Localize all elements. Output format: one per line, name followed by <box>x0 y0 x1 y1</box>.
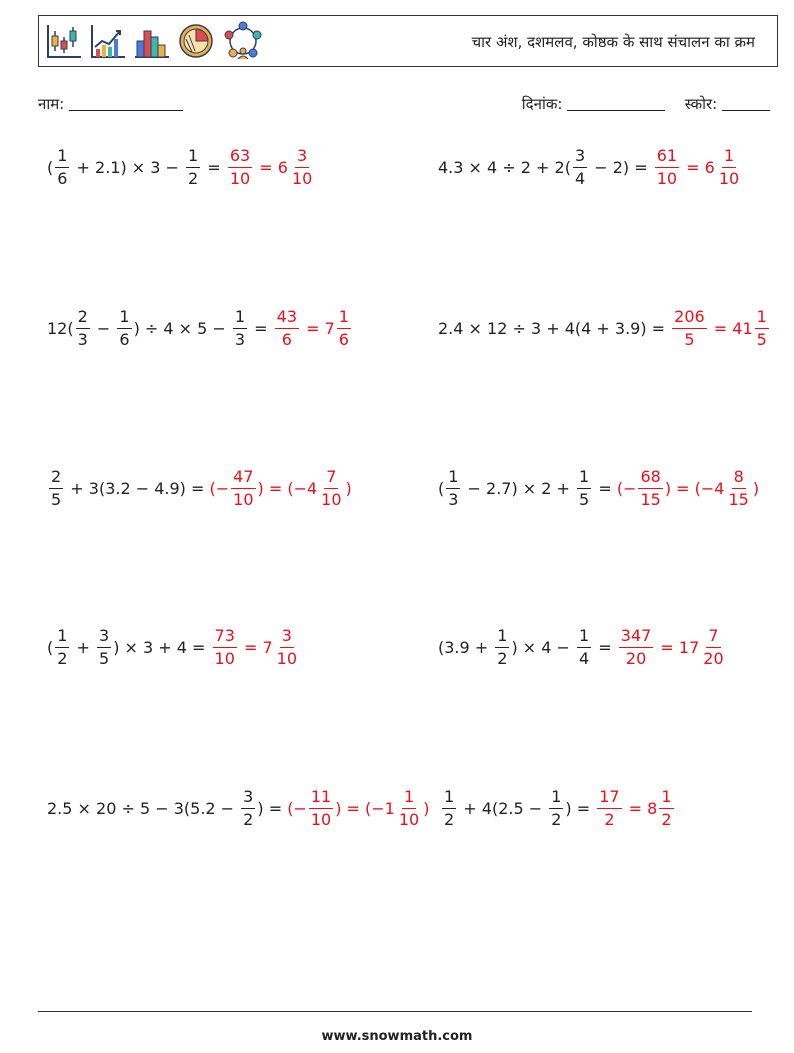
expression-text: ) ÷ 4 × 5 − <box>133 319 231 338</box>
fraction-denominator: 10 <box>276 649 298 668</box>
answer <box>273 309 353 348</box>
expression-text: − <box>91 319 116 338</box>
fraction-denominator: 5 <box>684 330 695 349</box>
fraction-numerator: 1 <box>337 309 351 329</box>
expression-text: ) <box>752 479 760 498</box>
fraction <box>275 628 299 667</box>
fraction <box>319 469 343 508</box>
fraction-numerator: 73 <box>213 628 237 648</box>
fraction-numerator: 1 <box>117 309 131 329</box>
fraction <box>49 469 63 508</box>
expression-text: ) <box>565 799 572 818</box>
fraction-numerator: 3 <box>280 628 294 648</box>
name-field <box>38 94 183 114</box>
fraction-numerator: 1 <box>442 789 456 809</box>
fraction <box>495 628 509 667</box>
fraction-numerator: 3 <box>295 148 309 168</box>
answer <box>653 148 743 187</box>
fraction-numerator: 63 <box>228 148 252 168</box>
expression-text: + 2.1) × 3 − <box>71 158 185 177</box>
fraction-denominator: 6 <box>338 330 349 349</box>
equals-sign: = <box>593 638 617 657</box>
fraction-denominator: 3 <box>448 490 459 509</box>
fraction <box>442 789 456 828</box>
expression-text: ) × 3 + 4 <box>113 638 187 657</box>
problem-8 <box>438 628 728 667</box>
fraction-numerator: 1 <box>659 789 673 809</box>
expression-text: ( <box>47 638 54 657</box>
expression-text: + <box>71 638 96 657</box>
expression-text: 12( <box>47 319 74 338</box>
question <box>47 789 264 828</box>
fraction-numerator: 1 <box>233 309 247 329</box>
fraction <box>717 148 741 187</box>
footer-website: www.snowmath.com <box>321 1029 473 1044</box>
expression-text: ) = (−1 <box>335 799 395 818</box>
fraction <box>549 789 563 828</box>
fraction-numerator: 206 <box>672 309 707 329</box>
fraction <box>577 628 591 667</box>
fraction <box>186 148 200 187</box>
fraction-numerator: 61 <box>655 148 679 168</box>
expression-text: = 7 <box>238 638 273 657</box>
problem-7 <box>47 628 301 667</box>
fraction <box>76 309 90 348</box>
expression-text: ) = (−4 <box>257 479 318 498</box>
question <box>438 628 593 667</box>
fraction <box>726 469 750 508</box>
fraction <box>397 789 421 828</box>
worksheet-title: चार अंश, दशमलव, कोष्ठक के साथ संचालन का क्रम <box>471 33 755 51</box>
fraction-numerator: 7 <box>324 469 338 489</box>
problem-3 <box>47 309 353 348</box>
fraction <box>638 469 662 508</box>
fraction-denominator: 2 <box>57 649 68 668</box>
line-chart-icon <box>89 21 127 61</box>
problem-9 <box>47 789 429 828</box>
fraction-denominator: 5 <box>756 330 767 349</box>
fraction <box>619 628 654 667</box>
fraction-numerator: 1 <box>446 469 460 489</box>
answer <box>595 789 675 828</box>
fraction <box>659 789 673 828</box>
expression-text: (3.9 + <box>438 638 494 657</box>
expression-text: (− <box>287 799 307 818</box>
fraction-denominator: 2 <box>188 169 199 188</box>
expression-text: (− <box>209 479 230 498</box>
fraction <box>597 789 621 828</box>
fraction-denominator: 15 <box>728 490 749 509</box>
problem-4 <box>438 309 771 348</box>
answer <box>670 309 771 348</box>
fraction <box>213 628 237 667</box>
fraction-denominator: 4 <box>574 169 586 188</box>
fraction-denominator: 10 <box>398 810 420 829</box>
fraction-denominator: 20 <box>703 649 724 668</box>
candlestick-chart-icon <box>45 21 83 61</box>
expression-text: ) <box>257 799 264 818</box>
fraction-numerator: 2 <box>76 309 90 329</box>
fraction <box>701 628 725 667</box>
fraction <box>290 148 314 187</box>
fraction <box>275 309 299 348</box>
fraction-numerator: 3 <box>241 789 255 809</box>
fraction-numerator: 3 <box>97 628 111 648</box>
fraction-denominator: 5 <box>579 490 590 509</box>
fraction-numerator: 1 <box>549 789 563 809</box>
equals-sign: = <box>593 479 617 498</box>
date-label: दिनांक: <box>521 95 563 113</box>
answer <box>617 469 759 508</box>
expression-text: = 7 <box>301 319 335 338</box>
expression-text: = 41 <box>708 319 753 338</box>
answer <box>617 628 728 667</box>
fraction-denominator: 6 <box>281 330 292 349</box>
fraction-denominator: 10 <box>229 169 251 188</box>
fraction <box>446 469 460 508</box>
equals-sign: = <box>646 319 671 338</box>
fraction-denominator: 10 <box>233 490 254 509</box>
fraction-numerator: 1 <box>186 148 200 168</box>
expression-text: + 4(2.5 − <box>458 799 548 818</box>
fraction-numerator: 1 <box>402 789 416 809</box>
answer <box>226 148 316 187</box>
expression-text: = 17 <box>655 638 700 657</box>
fraction-numerator: 1 <box>577 469 591 489</box>
fraction-denominator: 4 <box>579 649 590 668</box>
fraction-numerator: 17 <box>597 789 621 809</box>
answer <box>209 469 351 508</box>
fraction-denominator: 6 <box>119 330 130 349</box>
expression-text: ) = (−4 <box>664 479 725 498</box>
expression-text: ) <box>345 479 352 498</box>
fraction-denominator: 10 <box>310 810 332 829</box>
question <box>440 789 572 828</box>
fraction-denominator: 3 <box>77 330 88 349</box>
fraction-denominator: 5 <box>99 649 110 668</box>
fraction-denominator: 5 <box>51 490 62 509</box>
score-label: स्कोर: <box>684 95 718 113</box>
fraction <box>337 309 351 348</box>
question <box>47 628 187 667</box>
fraction-denominator: 10 <box>291 169 313 188</box>
expression-text: 4.3 × 4 ÷ 2 + 2( <box>438 158 571 177</box>
question <box>47 148 202 187</box>
question <box>47 469 186 508</box>
fraction-denominator: 10 <box>321 490 342 509</box>
fraction-denominator: 10 <box>718 169 740 188</box>
question <box>438 148 629 187</box>
fraction-denominator: 2 <box>551 810 562 829</box>
expression-text: − 2.7) × 2 + <box>462 479 576 498</box>
equals-sign: = <box>629 158 653 177</box>
bar-chart-icon <box>133 21 171 61</box>
equals-sign: = <box>186 638 211 657</box>
fraction <box>755 309 769 348</box>
fraction-denominator: 2 <box>243 810 254 829</box>
fraction <box>97 628 111 667</box>
fraction-numerator: 43 <box>275 309 299 329</box>
fraction <box>228 148 252 187</box>
question <box>438 469 593 508</box>
problem-1 <box>47 148 316 187</box>
fraction-numerator: 1 <box>755 309 769 329</box>
expression-text: (− <box>616 479 637 498</box>
fraction <box>577 469 591 508</box>
score-blank[interactable] <box>722 96 770 111</box>
equals-sign: = <box>185 479 210 498</box>
fraction-denominator: 2 <box>604 810 615 829</box>
worksheet-header <box>38 15 778 67</box>
fraction <box>672 309 707 348</box>
fraction-numerator: 1 <box>55 148 69 168</box>
fraction-denominator: 6 <box>57 169 68 188</box>
answer <box>211 628 301 667</box>
fraction-numerator: 1 <box>55 628 69 648</box>
expression-text: ) <box>423 799 430 818</box>
question <box>438 319 647 338</box>
fraction <box>241 789 255 828</box>
fraction <box>309 789 333 828</box>
fraction-numerator: 7 <box>706 628 720 648</box>
expression-text: = 6 <box>254 158 288 177</box>
fraction-numerator: 1 <box>577 628 591 648</box>
fraction-numerator: 8 <box>732 469 746 489</box>
footer-divider <box>38 1011 752 1012</box>
fraction-denominator: 10 <box>214 649 235 668</box>
expression-text: ( <box>438 479 445 498</box>
expression-text: 2.5 × 20 ÷ 5 − 3(5.2 − <box>47 799 240 818</box>
fraction-denominator: 10 <box>656 169 678 188</box>
expression-text: 2.4 × 12 ÷ 3 + 4(4 + 3.9) <box>438 319 647 338</box>
expression-text: = 6 <box>681 158 715 177</box>
fraction <box>655 148 679 187</box>
fraction-numerator: 11 <box>309 789 333 809</box>
expression-text: ( <box>47 158 54 177</box>
header-icons <box>45 21 265 61</box>
fraction-numerator: 68 <box>638 469 662 489</box>
equals-sign: = <box>202 158 226 177</box>
fraction <box>117 309 131 348</box>
fraction-numerator: 1 <box>722 148 736 168</box>
fraction <box>231 469 255 508</box>
fraction <box>55 148 69 187</box>
problem-2 <box>438 148 743 187</box>
fraction-numerator: 47 <box>231 469 255 489</box>
expression-text: ) × 4 − <box>511 638 576 657</box>
problem-6 <box>438 469 759 508</box>
fraction-denominator: 2 <box>661 810 672 829</box>
fraction-numerator: 1 <box>495 628 509 648</box>
problem-5 <box>47 469 352 508</box>
fraction-denominator: 20 <box>625 649 647 668</box>
question <box>47 309 249 348</box>
date-score-fields <box>522 94 770 114</box>
expression-text: + 3(3.2 − 4.9) <box>65 479 186 498</box>
fraction-denominator: 3 <box>234 330 246 349</box>
fraction <box>55 628 69 667</box>
fraction-numerator: 347 <box>619 628 654 648</box>
expression-text: = 8 <box>623 799 658 818</box>
fraction <box>573 148 587 187</box>
equals-sign: = <box>249 319 273 338</box>
expression-text: − 2) <box>589 158 630 177</box>
name-blank[interactable] <box>69 96 183 111</box>
fraction-denominator: 2 <box>497 649 508 668</box>
problem-10 <box>440 789 676 828</box>
name-label: नाम: <box>38 95 65 113</box>
people-cycle-icon <box>221 21 265 61</box>
pie-chart-icon <box>177 21 215 61</box>
fraction-denominator: 2 <box>444 810 455 829</box>
fraction <box>233 309 247 348</box>
fraction-numerator: 2 <box>49 469 63 489</box>
fraction-numerator: 3 <box>573 148 587 168</box>
fraction-denominator: 15 <box>640 490 661 509</box>
date-blank[interactable] <box>567 96 665 111</box>
answer <box>287 789 429 828</box>
equals-sign: = <box>571 799 596 818</box>
equals-sign: = <box>263 799 288 818</box>
